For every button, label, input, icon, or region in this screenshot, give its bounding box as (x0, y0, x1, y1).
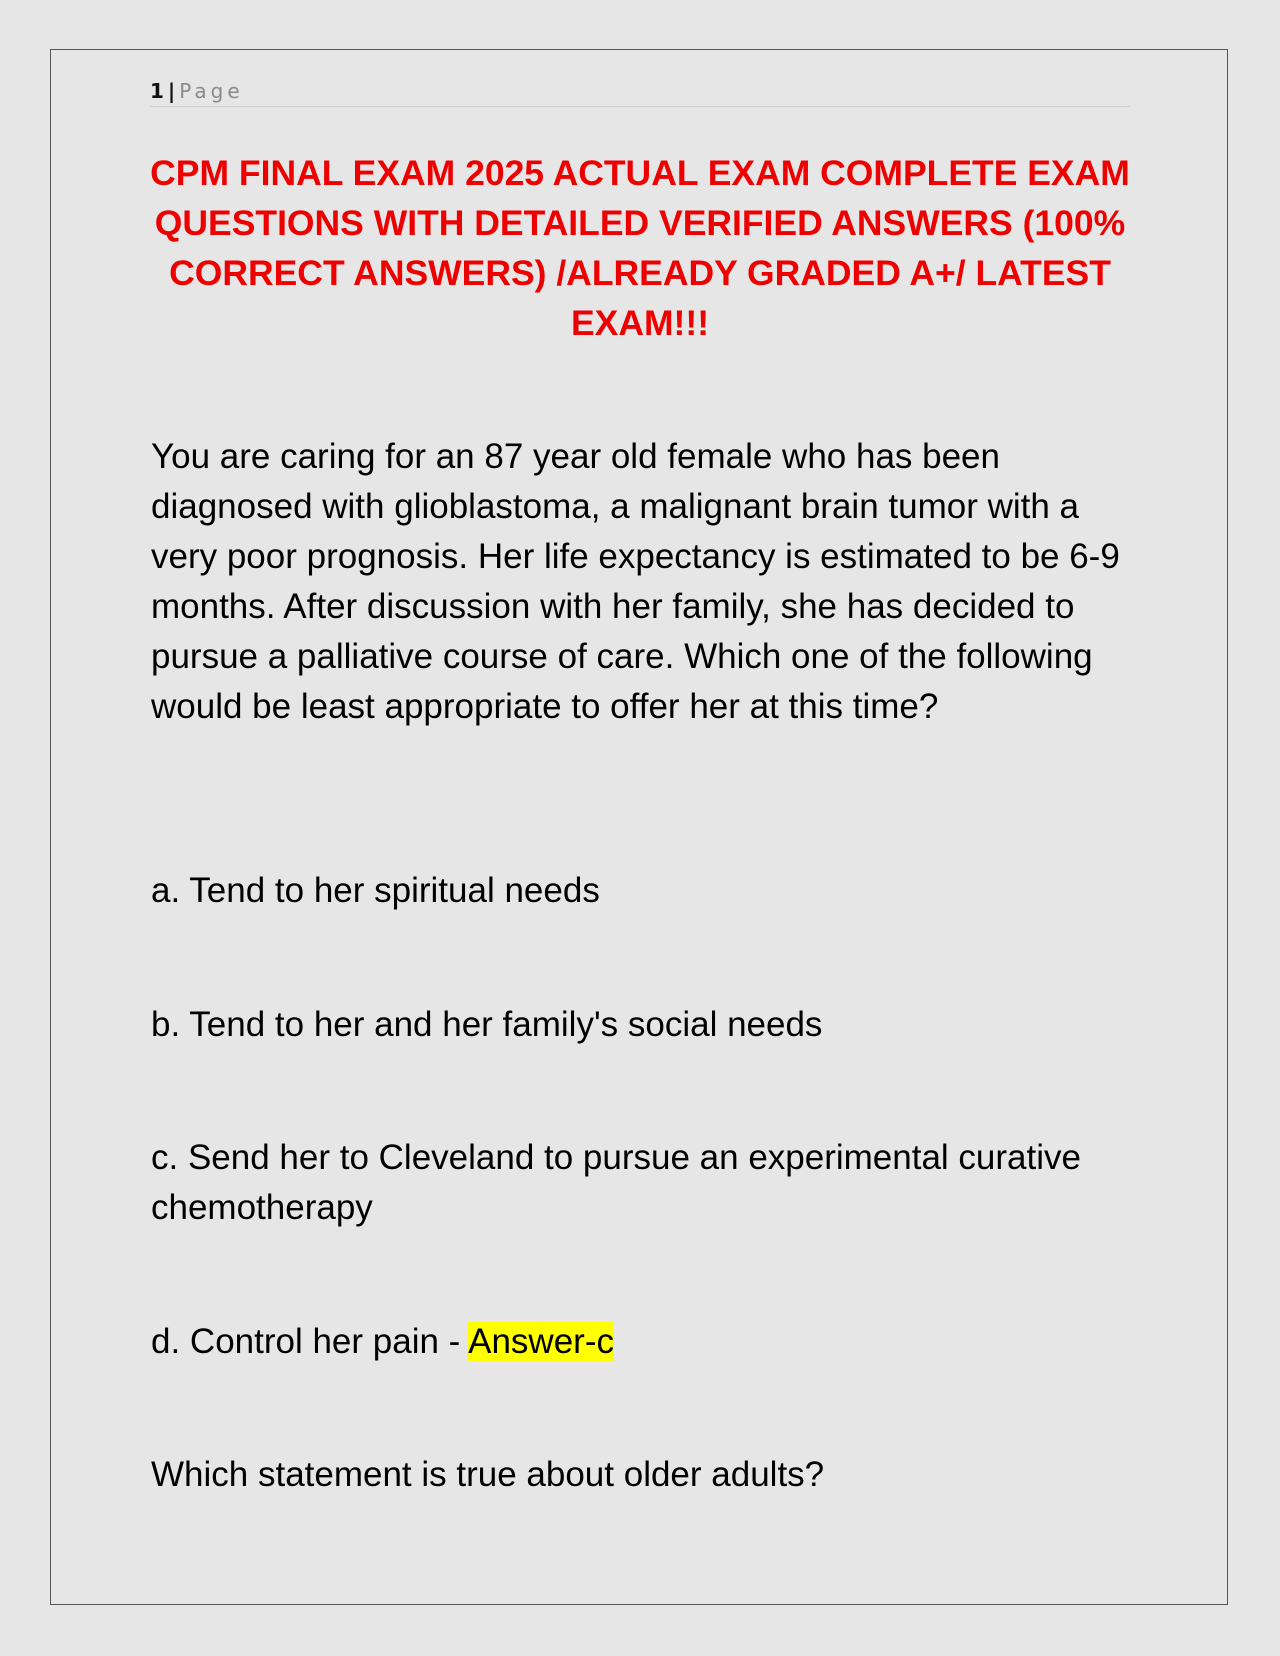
page-separator: | (167, 79, 176, 103)
answer-highlight: Answer-c (468, 1322, 614, 1361)
document-title: CPM FINAL EXAM 2025 ACTUAL EXAM COMPLETE EXAM QUESTIONS WITH DETAILED VERIFIED ANSWERS (100% CORRECT ANSWERS) /ALREADY GRADED A+/ LATEST EXAM!!! (150, 153, 1130, 343)
page-header (150, 76, 1130, 107)
question-1-stem: You are caring for an 87 year old female who has been diagnosed with glioblastoma, a malignant brain tumor with a very poor prognosis. Her life expectancy is estimated to be 6-9 months. After discussion with her family, she has decided to pursue a palliative course of care. Which one of the following would be least appropriate to offer her at this time? (151, 437, 1120, 726)
question-1-option-b: b. Tend to her and her family's social needs (151, 1005, 823, 1044)
question-1-option-a: a. Tend to her spiritual needs (151, 871, 600, 910)
page-number: 1 (150, 79, 164, 103)
question-1-option-d (151, 1317, 1141, 1367)
question-1-option-c: c. Send her to Cleveland to pursue an experimental curative chemotherapy (151, 1138, 1081, 1227)
option-d-text: d. Control her pain - (151, 1322, 469, 1361)
page-word: Page (179, 79, 244, 103)
question-2-stem: Which statement is true about older adults? (151, 1455, 825, 1494)
